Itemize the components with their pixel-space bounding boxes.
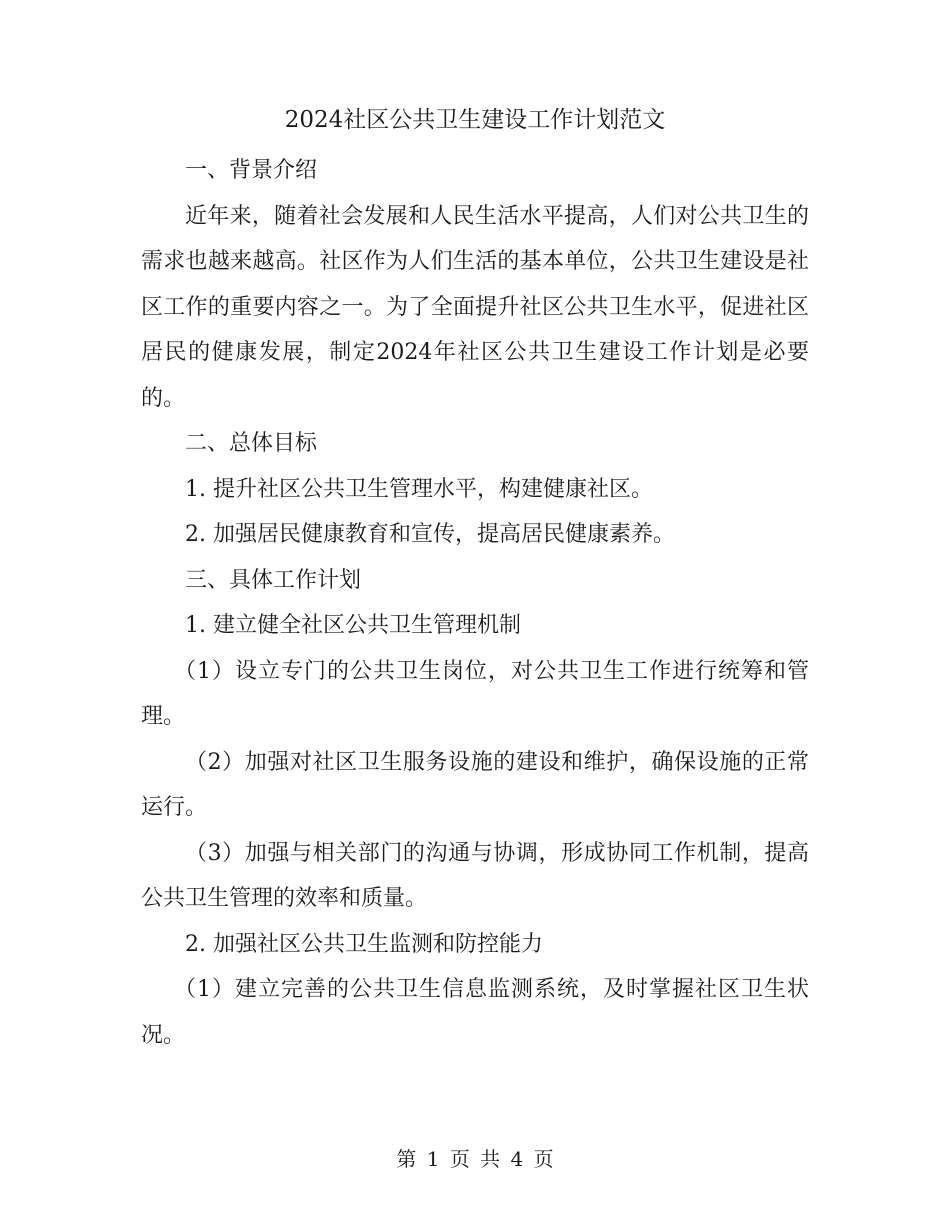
plan-subitem-1-2: （2）加强对社区卫生服务设施的建设和维护，确保设施的正常运行。 bbox=[141, 749, 809, 820]
goal-item-2: 2. 加强居民健康教育和宣传，提高居民健康素养。 bbox=[185, 522, 675, 547]
plan-item-2: 2. 加强社区公共卫生监测和防控能力 bbox=[185, 931, 543, 957]
plan-subitem-2-1: （1）建立完善的公共卫生信息监测系统，及时掌握社区卫生状况。 bbox=[141, 977, 809, 1048]
plan-subitem-1-1: （1）设立专门的公共卫生岗位，对公共卫生工作进行统筹和管理。 bbox=[141, 658, 809, 729]
paragraph-background: 近年来，随着社会发展和人民生活水平提高，人们对公共卫生的需求也越来越高。社区作为人们生活的基本单位，公共卫生建设是社区工作的重要内容之一。为了全面提升社区公共卫生水平，促进社区居民的健康发展，制定2024年社区公共卫生建设工作计划是必要的。 bbox=[141, 203, 809, 411]
plan-subitem-1-3: （3）加强与相关部门的沟通与协调，形成协同工作机制，提高公共卫生管理的效率和质量。 bbox=[141, 840, 809, 911]
document-title: 2024社区公共卫生建设工作计划范文 bbox=[284, 107, 666, 133]
goal-item-1: 1. 提升社区公共卫生管理水平，构建健康社区。 bbox=[185, 476, 653, 502]
section-heading-plan: 三、具体工作计划 bbox=[185, 567, 362, 593]
page-number-footer: 第 1 页 共 4 页 bbox=[396, 1147, 554, 1171]
section-heading-goals: 二、总体目标 bbox=[185, 431, 318, 456]
plan-item-1: 1. 建立健全社区公共卫生管理机制 bbox=[185, 613, 521, 638]
document-body bbox=[141, 148, 809, 1058]
section-heading-background: 一、背景介绍 bbox=[185, 158, 318, 183]
